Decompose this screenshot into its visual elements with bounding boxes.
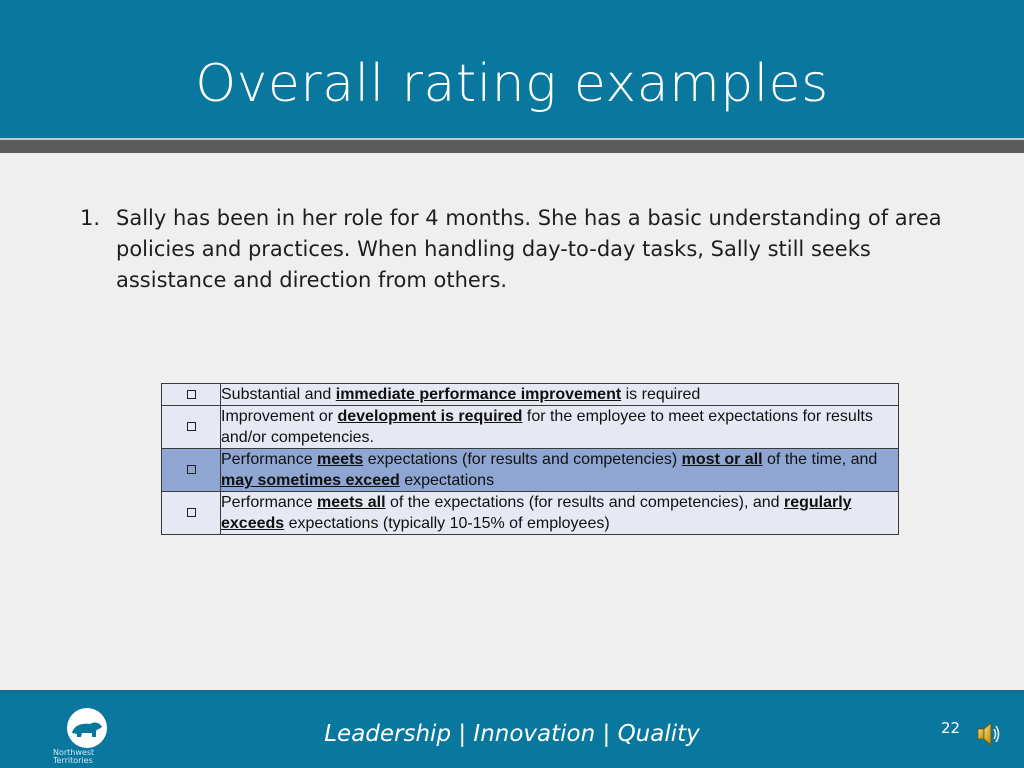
- option-checkbox-cell[interactable]: [162, 449, 221, 492]
- rating-option-row[interactable]: [162, 406, 899, 449]
- page-number: 22: [941, 719, 961, 737]
- option-text-part: expectations: [399, 472, 495, 489]
- slide-header: [0, 0, 1024, 138]
- option-checkbox-cell[interactable]: [162, 384, 221, 406]
- emphasized-text: development is required: [337, 408, 523, 425]
- option-text-part: Performance: [221, 451, 318, 468]
- option-text: [221, 492, 899, 535]
- rating-options-table: [161, 383, 899, 535]
- rating-option-row[interactable]: [162, 384, 899, 406]
- option-text-part: for the employee to meet expectations for results and/or competencies.: [221, 408, 873, 446]
- option-text-part: Substantial and: [221, 386, 336, 403]
- question-text: Sally has been in her role for 4 months. She has a basic understanding of area policies and practices. When handling day-to-day tasks, Sally still seeks assistance and direction from others.: [116, 206, 942, 292]
- footer-tagline: Leadership | Innovation | Quality: [324, 721, 700, 747]
- option-text: [221, 384, 899, 406]
- emphasized-text: meets all: [317, 494, 386, 511]
- option-checkbox-cell[interactable]: [162, 492, 221, 535]
- rating-option-row[interactable]: [162, 492, 899, 535]
- checkbox-icon[interactable]: [187, 422, 196, 431]
- option-text: [221, 406, 899, 449]
- checkbox-icon[interactable]: [187, 508, 196, 517]
- emphasized-text: regularly exceeds: [221, 494, 852, 532]
- option-text-part: is required: [621, 386, 701, 403]
- speaker-icon[interactable]: [976, 720, 1002, 748]
- option-text-part: expectations (for results and competencies): [363, 451, 682, 468]
- rating-option-row[interactable]: [162, 449, 899, 492]
- emphasized-text: immediate performance improvement: [335, 386, 622, 403]
- slide-footer: [0, 690, 1024, 768]
- option-text-part: Improvement or: [221, 408, 338, 425]
- slide-title: Overall rating examples: [195, 54, 829, 114]
- checkbox-icon[interactable]: [187, 465, 196, 474]
- checkbox-icon[interactable]: [187, 390, 196, 399]
- emphasized-text: most or all: [681, 451, 763, 468]
- emphasized-text: meets: [317, 451, 364, 468]
- option-text-part: Performance: [221, 494, 318, 511]
- option-text: [221, 449, 899, 492]
- header-divider: [0, 138, 1024, 153]
- option-text-part: of the expectations (for results and competencies), and: [385, 494, 784, 511]
- option-text-part: of the time, and: [762, 451, 878, 468]
- question-number: 1.: [80, 206, 101, 230]
- option-checkbox-cell[interactable]: [162, 406, 221, 449]
- logo-text: Northwest Territories: [53, 748, 95, 765]
- emphasized-text: may sometimes exceed: [221, 472, 400, 489]
- option-text-part: expectations (typically 10-15% of employees): [284, 515, 610, 532]
